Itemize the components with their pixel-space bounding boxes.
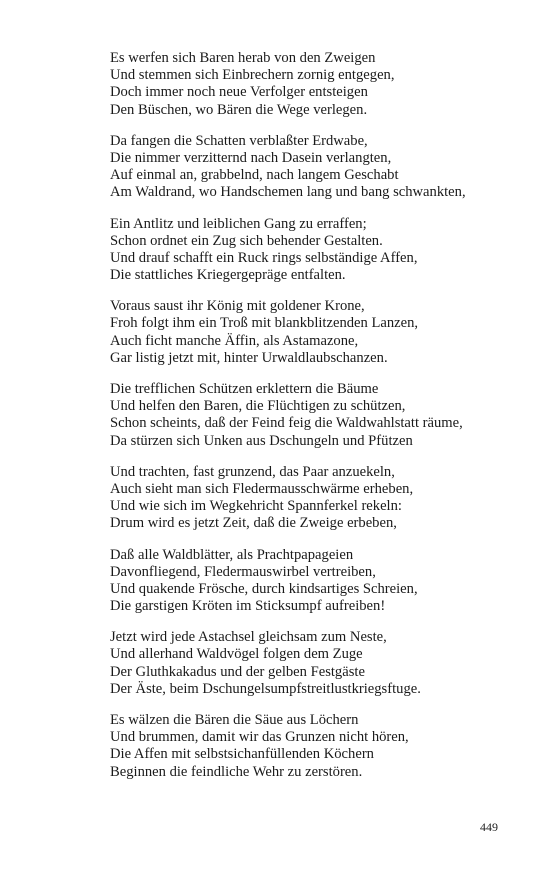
poem-line: Und wie sich im Wegkehricht Spannferkel rekeln: — [110, 498, 402, 515]
page-number: 449 — [480, 820, 498, 834]
poem-line: Beginnen die feindliche Wehr zu zerstören. — [110, 763, 363, 780]
poem-line: Davonfliegend, Fledermauswirbel vertreiben, — [110, 563, 376, 580]
poem-line: Es wälzen die Bären die Säue aus Löchern — [110, 712, 359, 728]
poem-line: Froh folgt ihm ein Troß mit blankblitzenden Lanzen, — [110, 315, 419, 332]
poem-line: Die trefflichen Schützen erklettern die Bäume — [110, 381, 379, 397]
poem-line: Den Büschen, wo Bären die Wege verlegen. — [110, 101, 368, 118]
poem-line: Die garstigen Kröten im Sticksumpf aufreiben! — [110, 598, 386, 615]
poem-line: Gar listig jetzt mit, hinter Urwaldlaubschanzen. — [110, 349, 388, 366]
stanza-7 — [110, 547, 530, 616]
poem-line: Schon scheints, daß der Feind feig die Waldwahlstatt räume, — [110, 415, 463, 432]
poem-line: Und allerhand Waldvögel folgen dem Zuge — [110, 646, 363, 663]
stanza-1 — [110, 50, 530, 119]
poem-line: Jetzt wird jede Astachsel gleichsam zum Neste, — [110, 629, 387, 646]
poem-line: Und stemmen sich Einbrechern zornig entgegen, — [110, 67, 395, 84]
poem-line: Und brummen, damit wir das Grunzen nicht hören, — [110, 729, 409, 746]
poem-line: Voraus saust ihr König mit goldener Krone, — [110, 298, 365, 315]
poem-line: Auch sieht man sich Fledermausschwärme erheben, — [110, 480, 414, 497]
poem-line: Die nimmer verzitternd nach Dasein verlangten, — [110, 149, 392, 166]
stanza-9 — [110, 712, 530, 781]
stanza-3 — [110, 216, 530, 285]
poem-line: Die stattliches Kriegergepräge entfalten. — [110, 267, 346, 284]
poem-line: Und quakende Frösche, durch kindsartiges Schreien, — [110, 580, 418, 597]
poem-line: Und helfen den Baren, die Flüchtigen zu schützen, — [110, 398, 406, 415]
poem-text — [110, 50, 530, 795]
poem-line: Daß alle Waldblätter, als Prachtpapageien — [110, 546, 354, 563]
poem-line: Ein Antlitz und leiblichen Gang zu erraffen; — [110, 215, 367, 232]
poem-line: Da stürzen sich Unken aus Dschungeln und Pfützen — [110, 432, 413, 449]
poem-line: Die Affen mit selbstsichanfüllenden Köchern — [110, 746, 374, 763]
stanza-8 — [110, 629, 530, 698]
poem-line: Drum wird es jetzt Zeit, daß die Zweige erbeben, — [110, 515, 397, 532]
stanza-5 — [110, 381, 530, 450]
stanza-2 — [110, 133, 530, 202]
poem-line: Da fangen die Schatten verblaßter Erdwabe, — [110, 132, 368, 149]
poem-line: Am Waldrand, wo Handschemen lang und bang schwankten, — [110, 184, 466, 201]
stanza-6 — [110, 464, 530, 533]
stanza-4 — [110, 298, 530, 367]
poem-line: Doch immer noch neue Verfolger entsteigen — [110, 84, 368, 101]
poem-line: Der Äste, beim Dschungelsumpfstreitlustkriegsftuge. — [110, 680, 421, 697]
poem-line: Es werfen sich Baren herab von den Zweigen — [110, 50, 376, 66]
poem-line: Auch ficht manche Äffin, als Astamazone, — [110, 332, 359, 349]
poem-line: Auf einmal an, grabbelnd, nach langem Geschabt — [110, 167, 399, 184]
poem-line: Der Gluthkakadus und der gelben Festgäste — [110, 663, 365, 680]
poem-line: Und trachten, fast grunzend, das Paar anzuekeln, — [110, 463, 395, 480]
poem-line: Und drauf schafft ein Ruck rings selbständige Affen, — [110, 249, 418, 266]
poem-line: Schon ordnet ein Zug sich behender Gestalten. — [110, 232, 383, 249]
